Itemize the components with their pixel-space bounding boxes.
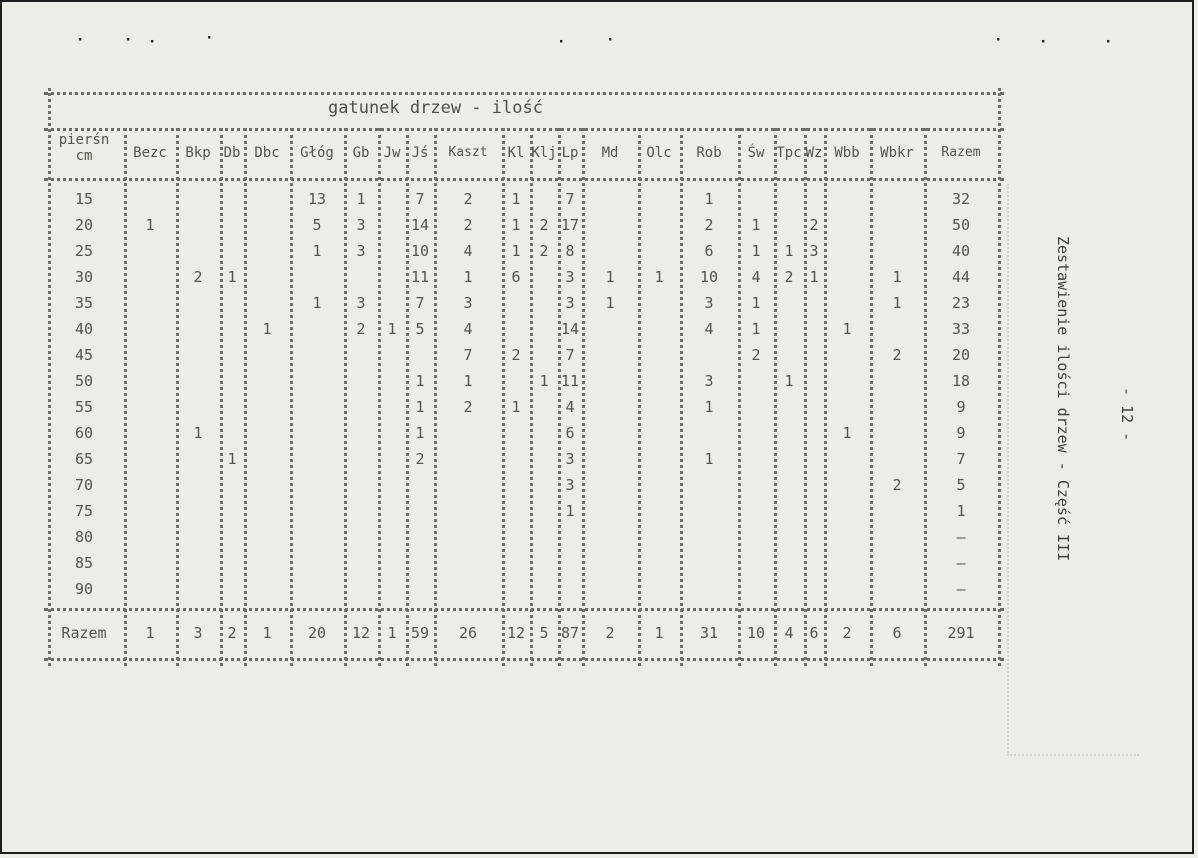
table-cell: 1 bbox=[539, 372, 549, 390]
column-header: Wbb bbox=[834, 145, 860, 161]
table-cell: 1 bbox=[356, 190, 366, 208]
table-title: gatunek drzew - ilość bbox=[328, 98, 543, 118]
diameter-value: 45 bbox=[74, 346, 94, 364]
diameter-value: 75 bbox=[74, 502, 94, 520]
total-cell: 291 bbox=[947, 624, 975, 642]
table-cell: 3 bbox=[704, 372, 714, 390]
table-cell: 1 bbox=[193, 424, 203, 442]
column-header: Bezc bbox=[133, 145, 167, 161]
table-cell: 2 bbox=[511, 346, 521, 364]
column-header: Wz bbox=[805, 145, 823, 161]
table-cell: 32 bbox=[951, 190, 971, 208]
table-cell: 3 bbox=[356, 216, 366, 234]
table-cell: 1 bbox=[892, 268, 902, 286]
column-separator bbox=[176, 128, 179, 666]
tree-count-table bbox=[44, 88, 1004, 666]
table-cell: 4 bbox=[704, 320, 714, 338]
table-cell: 2 bbox=[784, 268, 794, 286]
table-cell: 1 bbox=[463, 372, 473, 390]
table-cell: 1 bbox=[784, 242, 794, 260]
table-cell: 33 bbox=[951, 320, 971, 338]
column-separator bbox=[824, 128, 827, 666]
column-separator bbox=[502, 128, 505, 666]
diameter-value: 80 bbox=[74, 528, 94, 546]
table-cell: 1 bbox=[605, 294, 615, 312]
table-cell: 1 bbox=[704, 398, 714, 416]
table-cell: 1 bbox=[463, 268, 473, 286]
column-separator bbox=[582, 128, 585, 666]
total-cell: 26 bbox=[458, 624, 478, 642]
total-cell: 5 bbox=[539, 624, 549, 642]
total-cell: 20 bbox=[307, 624, 327, 642]
total-cell: 59 bbox=[410, 624, 430, 642]
column-separator bbox=[378, 128, 381, 666]
table-cell: 11 bbox=[410, 268, 430, 286]
table-cell: 18 bbox=[951, 372, 971, 390]
table-cell: 23 bbox=[951, 294, 971, 312]
table-cell: 1 bbox=[415, 372, 425, 390]
column-separator bbox=[290, 128, 293, 666]
table-cell: 6 bbox=[704, 242, 714, 260]
total-cell: 1 bbox=[145, 624, 155, 642]
table-cell: 2 bbox=[193, 268, 203, 286]
column-separator bbox=[738, 128, 741, 666]
table-cell: 3 bbox=[356, 242, 366, 260]
table-cell: 7 bbox=[415, 294, 425, 312]
total-cell: 10 bbox=[746, 624, 766, 642]
table-cell: 7 bbox=[463, 346, 473, 364]
table-cell: 1 bbox=[227, 268, 237, 286]
table-cell: 1 bbox=[654, 268, 664, 286]
table-cell: 1 bbox=[751, 216, 761, 234]
table-cell: 10 bbox=[699, 268, 719, 286]
diameter-value: 55 bbox=[74, 398, 94, 416]
diameter-value: 30 bbox=[74, 268, 94, 286]
column-separator bbox=[804, 128, 807, 666]
table-cell: 2 bbox=[463, 190, 473, 208]
column-separator bbox=[48, 88, 51, 666]
table-cell: 5 bbox=[312, 216, 322, 234]
column-header: Dbc bbox=[254, 145, 280, 161]
table-cell: 8 bbox=[565, 242, 575, 260]
table-cell: 1 bbox=[809, 268, 819, 286]
table-cell: 2 bbox=[809, 216, 819, 234]
table-cell: 10 bbox=[410, 242, 430, 260]
column-header: Gb bbox=[352, 145, 370, 161]
table-cell: 3 bbox=[565, 268, 575, 286]
table-cell: 17 bbox=[560, 216, 580, 234]
total-cell: 4 bbox=[784, 624, 794, 642]
table-cell: 3 bbox=[565, 450, 575, 468]
diameter-value: 50 bbox=[74, 372, 94, 390]
table-cell: 4 bbox=[463, 242, 473, 260]
table-cell: 50 bbox=[951, 216, 971, 234]
table-cell: 1 bbox=[892, 294, 902, 312]
column-separator bbox=[434, 128, 437, 666]
table-cell: 7 bbox=[415, 190, 425, 208]
table-cell: 4 bbox=[565, 398, 575, 416]
table-cell: – bbox=[956, 554, 966, 572]
header-diameter-label: pierśn bbox=[58, 132, 110, 148]
table-cell: 40 bbox=[951, 242, 971, 260]
column-separator bbox=[530, 128, 533, 666]
column-separator bbox=[870, 128, 873, 666]
diameter-value: 35 bbox=[74, 294, 94, 312]
column-header: Głóg bbox=[300, 145, 334, 161]
column-header: Św bbox=[747, 145, 765, 161]
column-header: Rob bbox=[696, 145, 722, 161]
table-cell: 1 bbox=[511, 190, 521, 208]
table-cell: 11 bbox=[560, 372, 580, 390]
total-cell: 31 bbox=[699, 624, 719, 642]
table-cell: 1 bbox=[704, 450, 714, 468]
diameter-value: 40 bbox=[74, 320, 94, 338]
table-cell: 44 bbox=[951, 268, 971, 286]
column-header: Md bbox=[601, 145, 619, 161]
column-header: Olc bbox=[646, 145, 672, 161]
table-cell: 1 bbox=[704, 190, 714, 208]
table-cell: 1 bbox=[415, 398, 425, 416]
table-cell: 6 bbox=[565, 424, 575, 442]
diameter-value: 25 bbox=[74, 242, 94, 260]
total-cell: 6 bbox=[892, 624, 902, 642]
column-header: Kaszt bbox=[448, 145, 488, 160]
side-caption: Zestawienie ilości drzew - Część III bbox=[1054, 236, 1072, 562]
column-header: Db bbox=[223, 145, 241, 161]
table-cell: 1 bbox=[956, 502, 966, 520]
total-cell: 87 bbox=[560, 624, 580, 642]
total-cell: 1 bbox=[387, 624, 397, 642]
diameter-value: 65 bbox=[74, 450, 94, 468]
faint-border bbox=[1007, 184, 1139, 756]
diameter-value: 85 bbox=[74, 554, 94, 572]
table-cell: 1 bbox=[262, 320, 272, 338]
table-cell: 5 bbox=[415, 320, 425, 338]
table-cell: 1 bbox=[784, 372, 794, 390]
table-cell: 20 bbox=[951, 346, 971, 364]
table-cell: 14 bbox=[410, 216, 430, 234]
table-cell: 2 bbox=[751, 346, 761, 364]
table-cell: 1 bbox=[312, 294, 322, 312]
column-separator bbox=[220, 128, 223, 666]
column-header: Jw bbox=[383, 145, 401, 161]
column-separator bbox=[774, 128, 777, 666]
diameter-value: 70 bbox=[74, 476, 94, 494]
column-separator bbox=[558, 128, 561, 666]
column-header: Tpc bbox=[776, 145, 802, 161]
total-cell: 1 bbox=[262, 624, 272, 642]
column-separator bbox=[924, 128, 927, 666]
total-cell: 2 bbox=[842, 624, 852, 642]
total-cell: 1 bbox=[654, 624, 664, 642]
rule-bottom bbox=[44, 658, 1004, 661]
table-cell: 1 bbox=[387, 320, 397, 338]
column-header: Kl bbox=[507, 145, 525, 161]
diameter-value: 60 bbox=[74, 424, 94, 442]
table-cell: 13 bbox=[307, 190, 327, 208]
page-number: - 12 - bbox=[1118, 387, 1136, 442]
table-cell: 2 bbox=[704, 216, 714, 234]
column-header: Razem bbox=[941, 145, 981, 160]
table-cell: 4 bbox=[751, 268, 761, 286]
column-separator bbox=[124, 128, 127, 666]
table-cell: 2 bbox=[892, 476, 902, 494]
table-cell: 1 bbox=[565, 502, 575, 520]
column-separator bbox=[344, 128, 347, 666]
table-cell: 3 bbox=[463, 294, 473, 312]
table-cell: 1 bbox=[751, 242, 761, 260]
column-header: Lp bbox=[561, 145, 579, 161]
table-cell: 14 bbox=[560, 320, 580, 338]
rule-total-top bbox=[44, 608, 1004, 611]
diameter-value: 15 bbox=[74, 190, 94, 208]
table-cell: 3 bbox=[809, 242, 819, 260]
column-separator bbox=[998, 88, 1001, 666]
table-cell: 1 bbox=[145, 216, 155, 234]
table-cell: 1 bbox=[751, 320, 761, 338]
table-cell: 2 bbox=[415, 450, 425, 468]
table-cell: 1 bbox=[227, 450, 237, 468]
table-cell: 9 bbox=[956, 424, 966, 442]
diameter-value: 20 bbox=[74, 216, 94, 234]
total-cell: 6 bbox=[809, 624, 819, 642]
header-diameter-unit: cm bbox=[75, 148, 93, 164]
column-separator bbox=[406, 128, 409, 666]
column-header: Klj bbox=[531, 145, 557, 161]
table-cell: 3 bbox=[704, 294, 714, 312]
table-cell: – bbox=[956, 580, 966, 598]
column-separator bbox=[680, 128, 683, 666]
column-separator bbox=[244, 128, 247, 666]
column-header: Bkp bbox=[185, 145, 211, 161]
table-cell: 1 bbox=[842, 320, 852, 338]
table-cell: 7 bbox=[565, 346, 575, 364]
table-cell: 1 bbox=[751, 294, 761, 312]
table-cell: 1 bbox=[605, 268, 615, 286]
table-cell: 3 bbox=[356, 294, 366, 312]
total-cell: 12 bbox=[351, 624, 371, 642]
total-cell: 12 bbox=[506, 624, 526, 642]
table-cell: 9 bbox=[956, 398, 966, 416]
total-cell: 2 bbox=[605, 624, 615, 642]
table-cell: 2 bbox=[539, 242, 549, 260]
table-cell: 7 bbox=[565, 190, 575, 208]
table-cell: 1 bbox=[415, 424, 425, 442]
table-cell: 1 bbox=[842, 424, 852, 442]
table-cell: 2 bbox=[539, 216, 549, 234]
table-cell: 1 bbox=[312, 242, 322, 260]
table-cell: 1 bbox=[511, 216, 521, 234]
table-cell: – bbox=[956, 528, 966, 546]
rule-top bbox=[44, 92, 1004, 95]
table-cell: 1 bbox=[511, 242, 521, 260]
diameter-value: 90 bbox=[74, 580, 94, 598]
column-header: Jś bbox=[411, 145, 429, 161]
rule-title bbox=[44, 128, 1004, 131]
total-cell: 2 bbox=[227, 624, 237, 642]
table-cell: 4 bbox=[463, 320, 473, 338]
table-cell: 2 bbox=[356, 320, 366, 338]
table-cell: 3 bbox=[565, 476, 575, 494]
column-header: Wbkr bbox=[880, 145, 914, 161]
table-cell: 2 bbox=[892, 346, 902, 364]
table-cell: 1 bbox=[511, 398, 521, 416]
total-cell: 3 bbox=[193, 624, 203, 642]
table-cell: 6 bbox=[511, 268, 521, 286]
table-cell: 2 bbox=[463, 216, 473, 234]
table-cell: 7 bbox=[956, 450, 966, 468]
column-separator bbox=[638, 128, 641, 666]
total-label: Razem bbox=[61, 624, 107, 642]
document-page: · · · · · · · · · gatunek drzew - ilość pierśn cm Bezc Bkp Db Dbc Głóg Gb Jw Jś Kaszt Kl Klj Lp Md Olc Rob Św Tpc Wz Wbb Wbkr Razem 15 13 1 7 2 1 7 1 32 20 1 5 3 14 2 1 2 17 2 1 2 50 25 1 3 10 4 1 2 8 6 1 1 3 40 30 2 1 11 1 6 3 1 1 10 4 2 1 1 44 35 1 3 7 3 3 1 3 1 1 23 40 1 2 1 5 4 14 4 1 1 33 45 7 2 7 2 2 20 50 1 1 1 11 3 1 18 55 1 2 1 4 1 9 60 1 1 6 1 9 65 1 2 3 1 7 70 3 2 5 75 1 1 80 – 85 – 90 – Razem 1 3 2 1 20 12 1 59 26 12 5 87 2 1 31 10 4 6 2 6 291 Zestawienie ilości drzew - Część III - 12 - bbox=[0, 0, 1194, 854]
rule-header bbox=[44, 178, 1004, 181]
table-cell: 2 bbox=[463, 398, 473, 416]
table-cell: 5 bbox=[956, 476, 966, 494]
table-cell: 3 bbox=[565, 294, 575, 312]
